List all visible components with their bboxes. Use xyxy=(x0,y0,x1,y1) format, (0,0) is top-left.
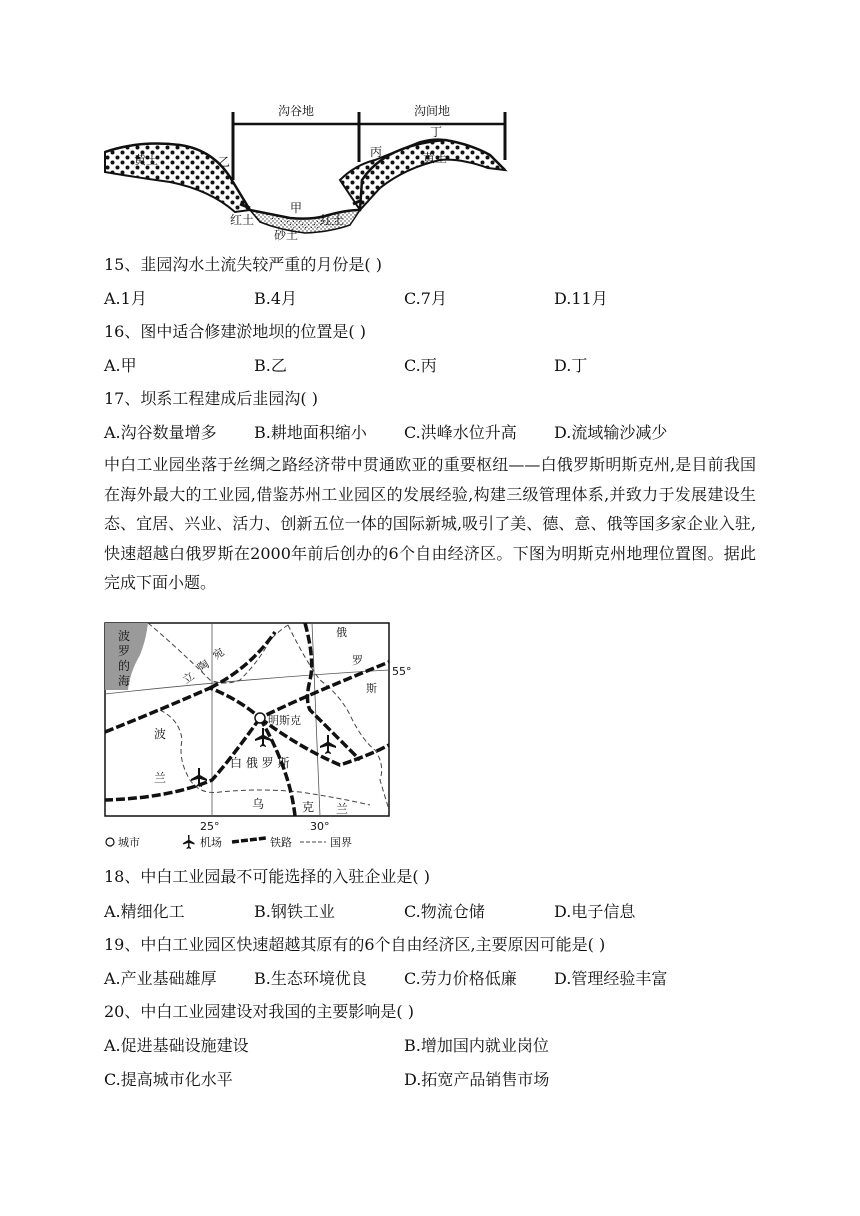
minsk-location-map xyxy=(100,620,420,852)
question-18-option-a[interactable]: A.精细化工 xyxy=(104,902,185,921)
question-15-option-c[interactable]: C.7月 xyxy=(404,289,447,308)
question-16-option-d[interactable]: D.丁 xyxy=(554,356,588,375)
legend-border-label: 国界 xyxy=(330,836,352,849)
interfluve-label: 沟间地 xyxy=(413,104,451,118)
lithuania-label-2: 陶 xyxy=(195,657,212,675)
red-soil-right-label: 红土 xyxy=(319,213,345,227)
question-15-option-d[interactable]: D.11月 xyxy=(554,289,608,308)
question-17-option-b[interactable]: B.耕地面积缩小 xyxy=(254,423,367,442)
question-16-stem: 16、图中适合修建淤地坝的位置是( ) xyxy=(104,322,366,341)
question-20-option-b[interactable]: B.增加国内就业岗位 xyxy=(404,1036,549,1055)
legend-railway-symbol xyxy=(232,838,266,842)
question-19-stem: 19、中白工业园区快速超越其原有的6个自由经济区,主要原因可能是( ) xyxy=(104,935,606,954)
loess-left-layer xyxy=(105,144,250,212)
minsk-location-map-figure xyxy=(100,620,420,852)
minsk-city-marker xyxy=(255,713,265,723)
question-19-option-a[interactable]: A.产业基础雄厚 xyxy=(104,969,217,988)
belarus-label: 白 俄 罗 斯 xyxy=(230,756,290,770)
question-15-option-a[interactable]: A.1月 xyxy=(104,289,147,308)
legend-airport-label: 机场 xyxy=(200,836,222,849)
gully-cross-section-figure xyxy=(100,100,520,250)
question-19-option-d[interactable]: D.管理经验丰富 xyxy=(554,969,668,988)
poland-label-1: 波 xyxy=(154,727,167,741)
question-18-option-b[interactable]: B.钢铁工业 xyxy=(254,902,335,921)
loess-left-label: 黄土 xyxy=(133,153,159,167)
reading-passage: 中白工业园坐落于丝绸之路经济带中贯通欧亚的重要枢纽——白俄罗斯明斯克州,是目前我国在海外最大的工业园,借鉴苏州工业园区的发展经验,构建三级管理体系,并致力于发展建设生态、宜居、兴业、活力、创新五位一体的国际新城,吸引了美、德、意、俄等国多家企业入驻,快速超越白俄罗斯在2000年前后创办的6个自由经济区。下图为明斯克州地理位置图。据此完成下面小题。 xyxy=(104,455,756,592)
position-jia-label: 甲 xyxy=(289,201,303,215)
question-15-stem: 15、韭园沟水土流失较严重的月份是( ) xyxy=(104,255,382,274)
legend-city-symbol xyxy=(106,838,114,846)
question-15-option-b[interactable]: B.4月 xyxy=(254,289,298,308)
question-17-option-d[interactable]: D.流域输沙减少 xyxy=(554,423,668,442)
question-17-stem: 17、坝系工程建成后韭园沟( ) xyxy=(104,389,318,408)
question-16-option-a[interactable]: A.甲 xyxy=(104,356,137,375)
loess-right-label: 黄土 xyxy=(422,151,448,165)
lithuania-label-1: 立 xyxy=(180,669,197,687)
red-soil-left-label: 红土 xyxy=(229,213,255,227)
longitude-25-label: 25° xyxy=(200,820,220,833)
russia-label-1: 俄 xyxy=(336,626,347,639)
question-16-option-b[interactable]: B.乙 xyxy=(254,356,287,375)
sea-label-3: 的 xyxy=(118,659,131,673)
map-legend xyxy=(106,835,352,849)
poland-label-2: 兰 xyxy=(154,771,167,785)
question-20-option-d[interactable]: D.拓宽产品销售市场 xyxy=(404,1070,550,1089)
question-20-option-a[interactable]: A.促进基础设施建设 xyxy=(104,1036,249,1055)
minsk-city-label: 明斯克 xyxy=(268,714,301,727)
legend-railway-label: 铁路 xyxy=(270,836,292,849)
question-16-option-c[interactable]: C.丙 xyxy=(404,356,437,375)
position-ding-label: 丁 xyxy=(429,125,443,139)
airplane-icon xyxy=(183,835,194,849)
legend-city-label: 城市 xyxy=(118,836,140,849)
ukraine-label-3: 兰 xyxy=(336,802,349,816)
question-19-option-b[interactable]: B.生态环境优良 xyxy=(254,969,367,988)
map-frame xyxy=(105,623,389,816)
sea-label-4: 海 xyxy=(118,674,131,688)
latitude-55-label: 55° xyxy=(392,665,412,678)
question-18-stem: 18、中白工业园最不可能选择的入驻企业是( ) xyxy=(104,867,430,886)
russia-label-3: 斯 xyxy=(366,682,377,695)
question-20-option-c[interactable]: C.提高城市化水平 xyxy=(104,1070,233,1089)
sand-soil-label: 砂土 xyxy=(273,228,299,242)
gully-cross-section-diagram xyxy=(100,100,520,250)
question-17-option-a[interactable]: A.沟谷数量增多 xyxy=(104,423,217,442)
ukraine-label-1: 乌 xyxy=(252,797,265,811)
position-yi-label: 乙 xyxy=(217,155,231,169)
question-19-option-c[interactable]: C.劳力价格低廉 xyxy=(404,969,517,988)
sea-label-1: 波 xyxy=(118,629,131,643)
question-18-option-c[interactable]: C.物流仓储 xyxy=(404,902,485,921)
question-18-option-d[interactable]: D.电子信息 xyxy=(554,902,636,921)
sea-label-2: 罗 xyxy=(118,644,131,658)
lithuania-label-3: 宛 xyxy=(210,645,227,663)
position-bing-label: 丙 xyxy=(369,145,383,159)
question-20-stem: 20、中白工业园建设对我国的主要影响是( ) xyxy=(104,1002,414,1021)
ukraine-label-2: 克 xyxy=(302,800,315,814)
question-17-option-c[interactable]: C.洪峰水位升高 xyxy=(404,423,517,442)
russia-label-2: 罗 xyxy=(352,654,363,667)
valley-label: 沟谷地 xyxy=(277,104,315,118)
longitude-30-label: 30° xyxy=(310,820,330,833)
